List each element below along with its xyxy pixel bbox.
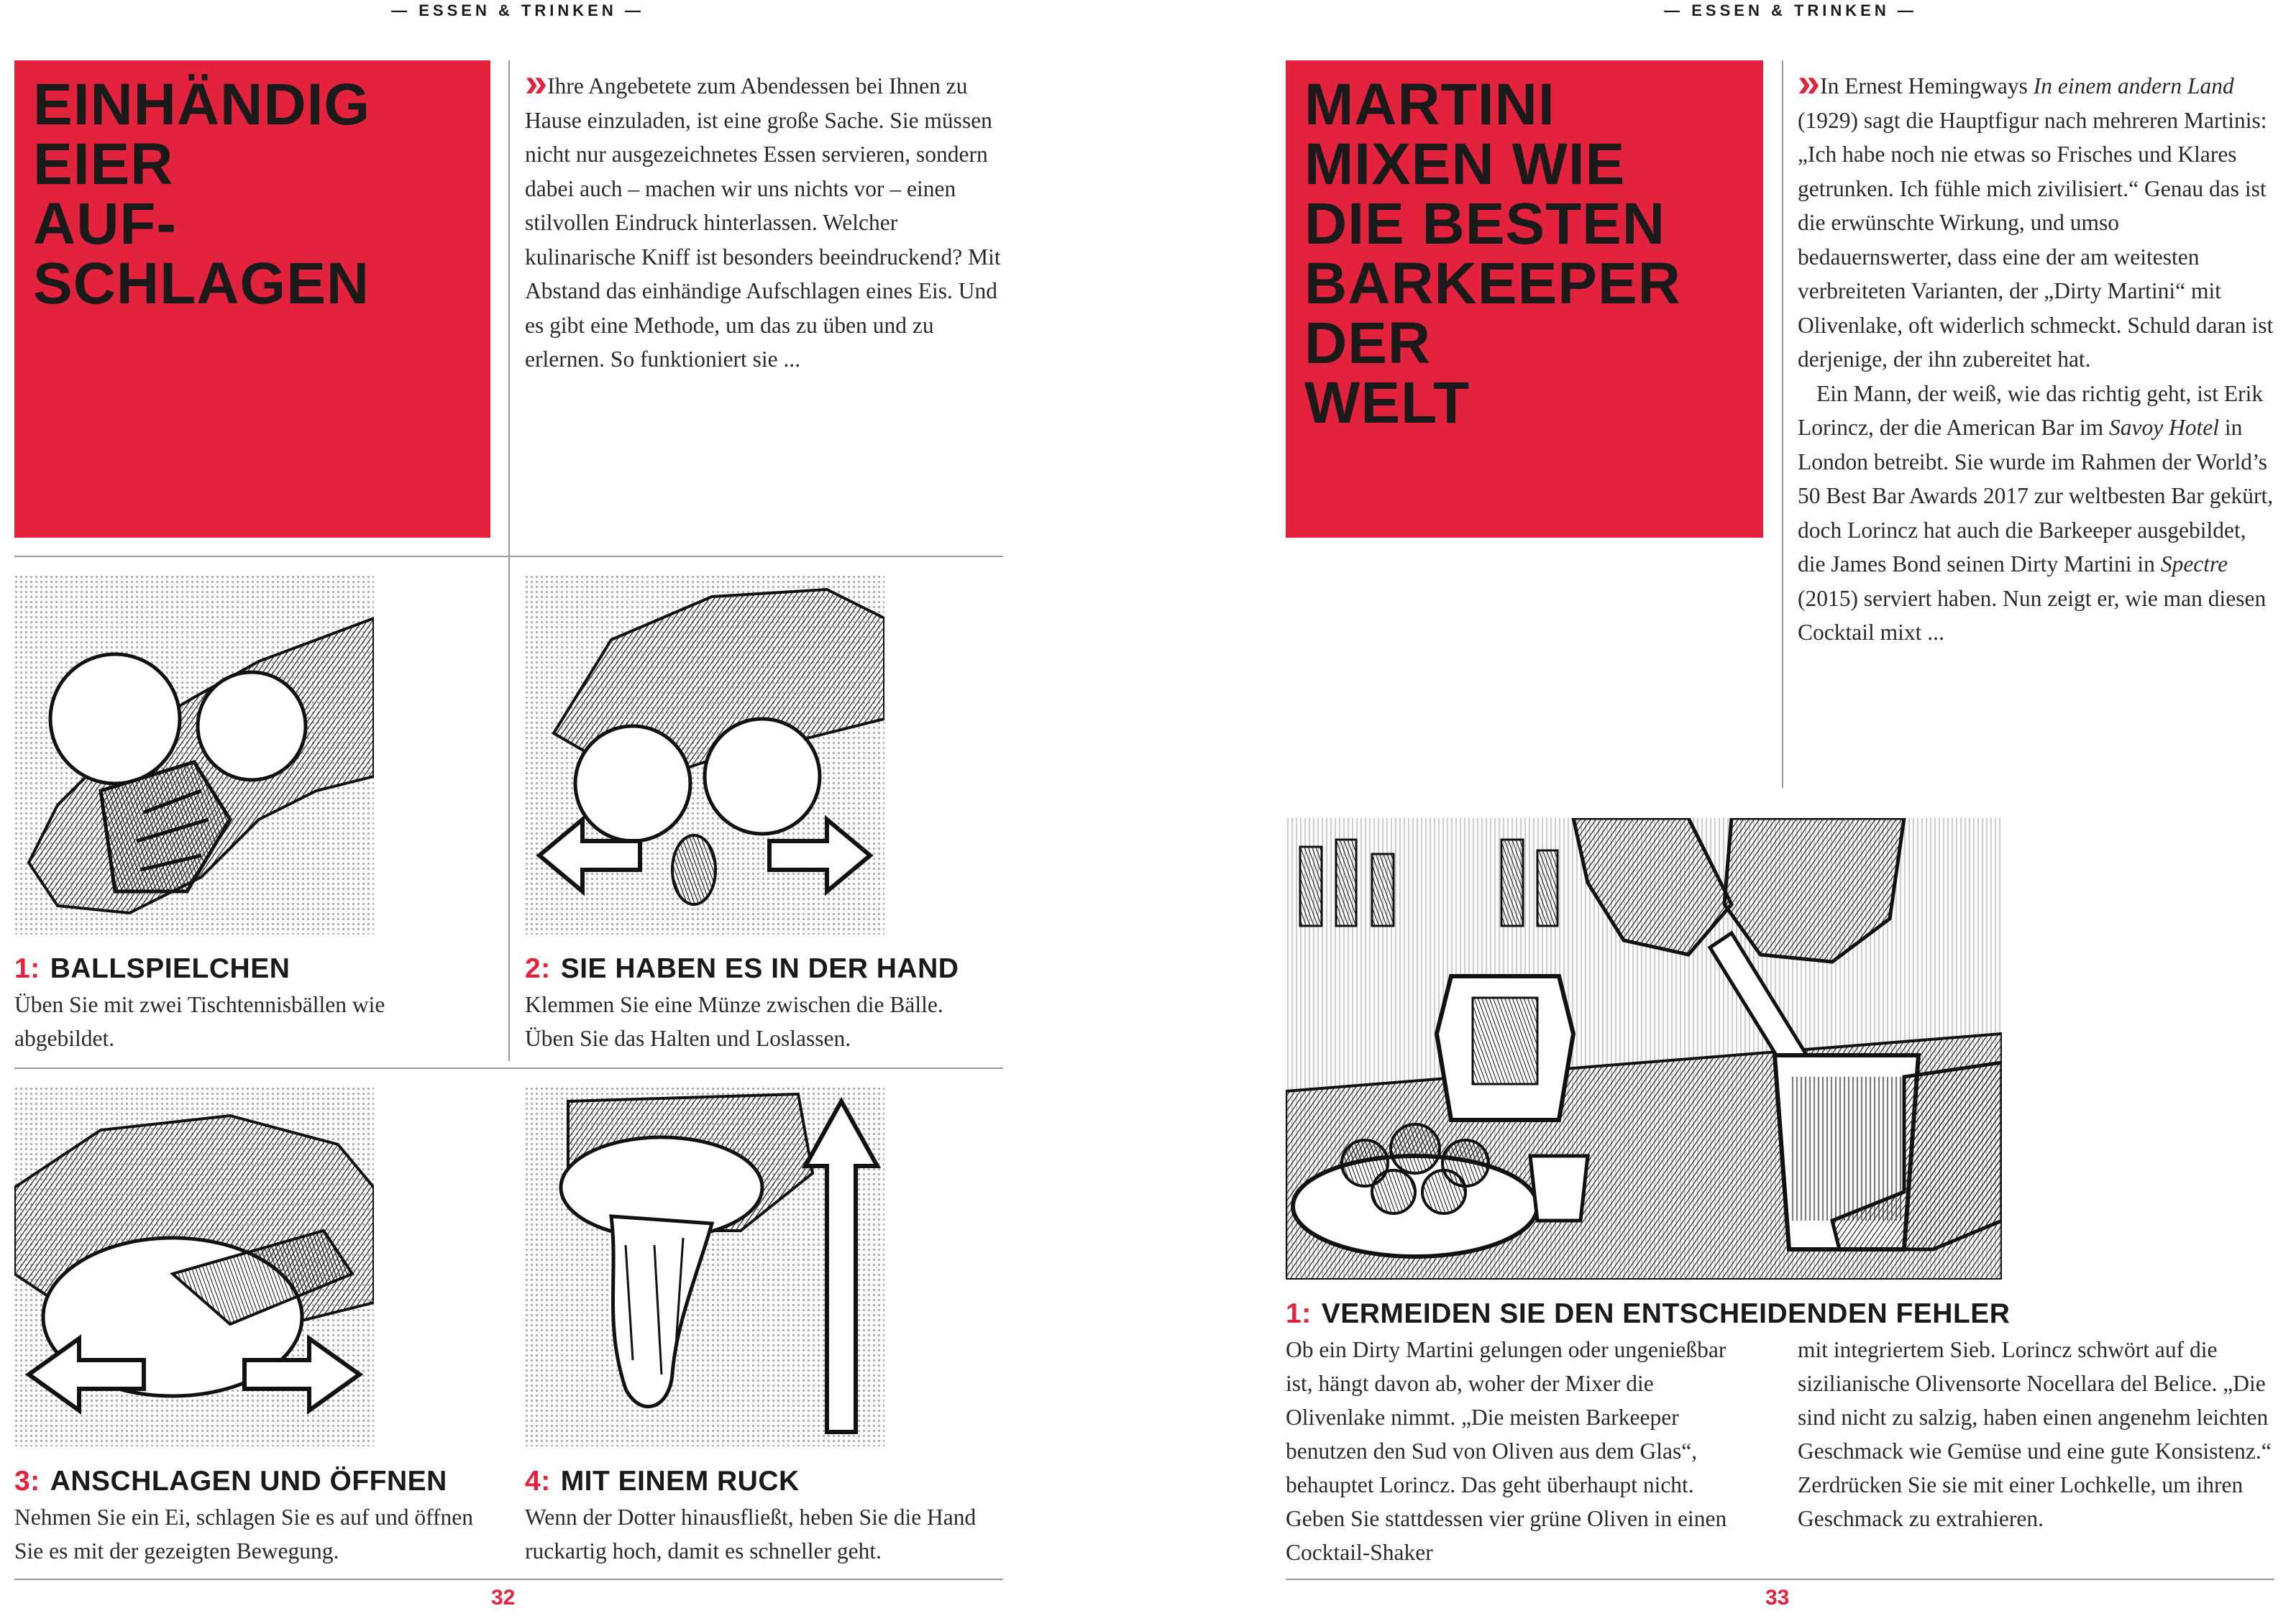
illustration-egg-yolk-drop xyxy=(525,1087,884,1446)
section-header-right: — ESSEN & TRINKEN — xyxy=(1664,1,1917,19)
column-rule xyxy=(508,60,510,1061)
step-text-4: Wenn der Dotter hinausfließt, heben Sie die Hand ruckartig hoch, damit es schneller geht. xyxy=(525,1505,977,1564)
page-number-left: 32 xyxy=(491,1586,516,1610)
article-title-right: MARTINI MIXEN WIE DIE BESTEN BARKEEPER DER WELT xyxy=(1304,72,1681,436)
step-title-4: 4: MIT EINEM RUCK xyxy=(525,1466,800,1497)
step-title-1: 1: BALLSPIELCHEN xyxy=(14,953,291,984)
rule-line xyxy=(14,556,1003,557)
rule-line xyxy=(1286,1579,2274,1580)
rule-line xyxy=(14,1068,1003,1069)
section-header-left: — ESSEN & TRINKEN — xyxy=(391,1,644,19)
quote-mark-icon: » xyxy=(525,60,542,105)
step-text-1: Üben Sie mit zwei Tischtennisbällen wie abgebildet. xyxy=(14,992,385,1051)
intro-text-right: » In Ernest Hemingways In einem andern Land (1929) sagt die Hauptfigur nach mehreren Martinis: „Ich habe noch nie etwas so Frisches und Klares getrunken. Ich fühle mich zivilisiert.“ Genau das ist die erwünschte Wirkung, und umso bedauernswerter, dass eine der am weitesten verbreiteten Varianten, der „Dirty Martini“ mit Olivenlake, oft widerlich schmeckt. Schuld daran ist derjenige, der ihn zubereitet hat. Ein Mann, der weiß, wie das richtig geht, ist Erik Lorincz, der die American Bar im Savoy Hotel in London betreibt. Sie wurde im Rahmen der World’s 50 Best Bar Awards 2017 zur weltbesten Bar gekürt, doch Lorincz hat auch die Barkeeper ausgebildet, die James Bond seinen Dirty Martini in Spectre (2015) serviert haben. Nun zeigt er, wie man diesen Cocktail mixt ... xyxy=(1798,60,2274,645)
page-number-right: 33 xyxy=(1765,1586,1790,1610)
title-box-right xyxy=(1286,60,1763,538)
illustration-ping-pong-balls xyxy=(14,575,374,935)
step-text-right-col1: Ob ein Dirty Martini gelungen oder ungenießbar ist, hängt davon ab, woher der Mixer die Olivenlake nimmt. „Die meisten Barkeeper benutzen den Sud von Oliven aus dem Glas“, behauptet Lorincz. Das geht überhaupt nicht. Geben Sie stattdessen vier grüne Oliven in einen Cocktail-Shaker xyxy=(1286,1337,1727,1565)
column-rule xyxy=(1782,60,1783,788)
step-text-2: Klemmen Sie eine Münze zwischen die Bälle. Üben Sie das Halten und Loslassen. xyxy=(525,992,943,1051)
step-text-3: Nehmen Sie ein Ei, schlagen Sie es auf und öffnen Sie es mit der gezeigten Bewegung. xyxy=(14,1505,473,1564)
step-title-3: 3: ANSCHLAGEN UND ÖFFNEN xyxy=(14,1466,447,1497)
quote-mark-icon: » xyxy=(1798,60,1815,105)
step-title-2: 2: SIE HABEN ES IN DER HAND xyxy=(525,953,959,984)
illustration-coin-between-balls xyxy=(525,575,884,935)
article-title-left: EINHÄNDIG EIER AUF- SCHLAGEN xyxy=(33,72,371,316)
illustration-martini-bar xyxy=(1286,818,2002,1280)
illustration-egg-crack xyxy=(14,1087,374,1446)
title-box-left xyxy=(14,60,490,538)
step-text-right-col2: mit integriertem Sieb. Lorincz schwört auf die sizilianische Olivensorte Nocellara del Belice. „Die sind nicht zu salzig, haben einen angenehm leichten Geschmack wie Gemüse und eine gute Konsistenz.“ Zerdrücken Sie sie mit einer Lochkelle, um ihren Geschmack zu extrahieren. xyxy=(1798,1337,2272,1531)
rule-line xyxy=(14,1579,1003,1580)
intro-text-left: » Ihre Angebetete zum Abendessen bei Ihnen zu Hause einzuladen, ist eine große Sache. Sie müssen nicht nur ausgezeichnetes Essen servieren, sondern dabei auch – machen wir uns nichts vor – einen stilvollen Eindruck hinterlassen. Welcher kulinarische Kniff ist besonders beeindruckend? Mit Abstand das einhändige Aufschlagen eines Eis. Und es gibt eine Methode, um das zu üben und zu erlernen. So funktioniert sie ... xyxy=(525,60,1001,372)
step-title-right-1: 1: VERMEIDEN SIE DEN ENTSCHEIDENDEN FEHLER xyxy=(1286,1298,2011,1329)
